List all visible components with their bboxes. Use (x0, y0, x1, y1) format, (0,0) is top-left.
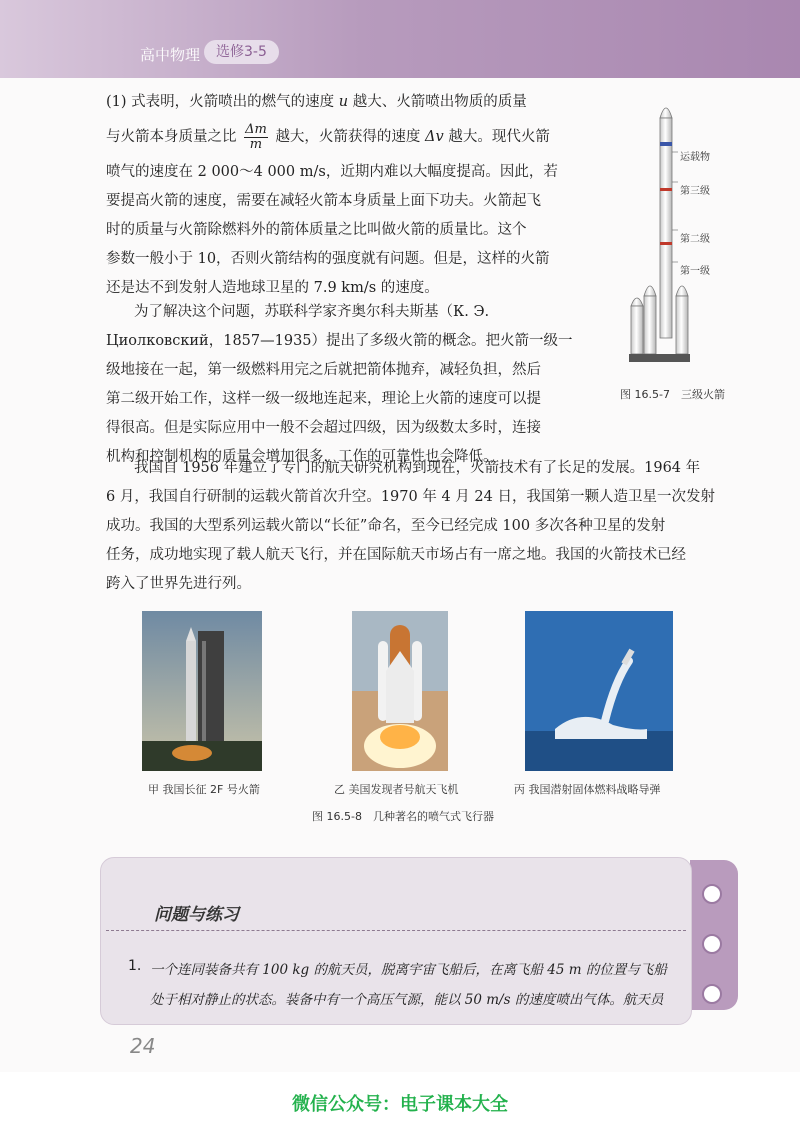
photo-submarine-missile (525, 611, 673, 771)
photo-caption-shuttle: 乙 美国发现者号航天飞机 (334, 783, 459, 796)
photo-caption-long-march: 甲 我国长征 2F 号火箭 (148, 783, 260, 796)
text-line: 跨入了世界先进行列。 (106, 576, 251, 592)
footer-text: 微信公众号：电子课本大全 (292, 1094, 508, 1115)
page-header (0, 0, 800, 78)
rocket-label-stage2: 第二级 (680, 234, 710, 245)
text-line: 6 月，我国自行研制的运载火箭首次升空。1970 年 4 月 24 日，我国第一颗人造卫星一次发射 (106, 489, 715, 505)
text-line: 得很高。但是实际应用中一般不会超过四级，因为级数太多时，连接 (106, 420, 541, 436)
three-stage-rocket-diagram (614, 96, 734, 408)
exercise-line: 处于相对静止的状态。装备中有一个高压气源，能以 50 m/s 的速度喷出气体。航天员 (150, 992, 664, 1008)
page-number: 24 (130, 1034, 156, 1058)
text-line: 级地接在一起，第一级燃料用完之后就把箭体抛弃，减轻负担，然后 (106, 362, 541, 378)
text-line: 还是达不到发射人造地球卫星的 7.9 km/s 的速度。 (106, 280, 439, 296)
text-line: (1) 式表明，火箭喷出的燃气的速度 u 越大、火箭喷出物质的质量 (106, 94, 527, 110)
mass-ratio-fraction: $\frac{\Delta m}{m}$ (245, 121, 267, 152)
exercise-divider (106, 930, 686, 931)
rocket-figure-caption: 图 16.5-7 三级火箭 (620, 388, 725, 401)
rocket-label-stage1: 第一级 (680, 266, 710, 277)
binder-ring (702, 934, 722, 954)
text-line: 与火箭本身质量之比 $\frac{\Delta m}{m}$ 越大，火箭获得的速度 Δv 越大。现代火箭 (106, 121, 550, 152)
binder-ring (702, 984, 722, 1004)
text-line: Циолковский，1857—1935）提出了多级火箭的概念。把火箭一级一 (106, 333, 573, 349)
exercise-number: 1. (128, 958, 142, 974)
text-line: 我国自 1956 年建立了专门的航天研究机构到现在，火箭技术有了长足的发展。1964 年 (134, 460, 701, 476)
figure-16-5-8-caption: 图 16.5-8 几种著名的喷气式飞行器 (312, 810, 494, 823)
text-line: 喷气的速度在 2 000～4 000 m/s，近期内难以大幅度提高。因此，若 (106, 164, 558, 180)
volume-badge: 选修3-5 (204, 40, 279, 64)
text-line: 时的质量与火箭除燃料外的箭体质量之比叫做火箭的质量比。这个 (106, 222, 527, 238)
footer-banner (0, 1072, 800, 1129)
text-line: 要提高火箭的速度，需要在减轻火箭本身质量上面下功夫。火箭起飞 (106, 193, 541, 209)
text-line: 机构和控制机构的质量会增加很多，工作的可靠性也会降低。 (106, 449, 498, 465)
paragraph-1 (106, 88, 584, 303)
text-line: 任务，成功地实现了载人航天飞行，并在国际航天市场占有一席之地。我国的火箭技术已经 (106, 547, 686, 563)
binder-ring (702, 884, 722, 904)
paragraph-3 (106, 454, 736, 599)
text-line: 参数一般小于 10，否则火箭结构的强度就有问题。但是，这样的火箭 (106, 251, 550, 267)
rocket-label-payload: 运载物 (680, 152, 710, 163)
paragraph-2 (106, 298, 584, 472)
text-line: 为了解决这个问题，苏联科学家齐奥尔科夫斯基（К. Э. (134, 304, 490, 320)
text-line: 成功。我国的大型系列运载火箭以“长征”命名，至今已经完成 100 多次各种卫星的发射 (106, 518, 666, 534)
exercise-line: 一个连同装备共有 100 kg 的航天员，脱离宇宙飞船后，在离飞船 45 m 的位置与飞船 (150, 962, 667, 978)
rocket-illustration (614, 96, 734, 386)
rocket-label-stage3: 第三级 (680, 186, 710, 197)
photo-long-march-2f (142, 611, 262, 771)
text-line: 第二级开始工作，这样一级一级地连起来，理论上火箭的速度可以提 (106, 391, 541, 407)
photo-space-shuttle-discovery (352, 611, 448, 771)
book-title: 高中物理 (140, 46, 201, 64)
exercise-title: 问题与练习 (154, 905, 239, 925)
photo-caption-missile: 丙 我国潜射固体燃料战略导弹 (514, 783, 661, 796)
